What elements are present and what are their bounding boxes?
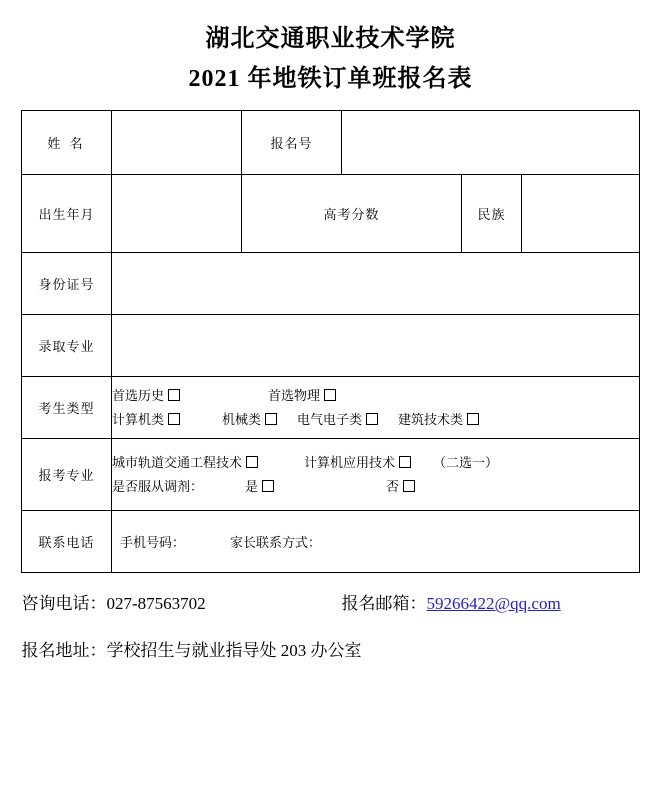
field-id-number-value[interactable] [111,253,639,315]
field-nation-value[interactable] [521,175,639,253]
label-exam-score: 高考分数 [241,175,461,253]
field-name-value[interactable] [111,111,241,175]
table-row-name [21,111,639,175]
page-title-line-2: 2021 年地铁订单班报名表 [188,66,473,92]
checkbox-adjustment-yes[interactable] [262,480,274,492]
table-row-id-number [21,253,639,315]
checkbox-mechanical-group[interactable] [265,413,277,425]
checkbox-physics-first[interactable] [324,389,336,401]
checkbox-construction-group[interactable] [467,413,479,425]
label-mobile-number: 手机号码： [119,535,185,550]
label-id-number: 身份证号 [21,253,111,315]
field-contact-values [111,511,639,573]
apply-address: 报名地址：学校招生与就业指导处 203 办公室 [21,641,362,660]
option-label-physics-first: 首选物理 [268,387,321,403]
label-contact-phone: 联系电话 [21,511,111,573]
field-apply-no-value[interactable] [341,111,639,175]
option-label-mechanical-group: 机械类 [222,411,262,427]
consult-phone: 咨询电话：027-87563702 [21,594,206,613]
label-apply-no: 报名号 [241,111,341,175]
field-candidate-type-options [111,377,639,439]
option-label-adjustment-yes: 是 [245,478,259,494]
table-row-candidate-type [21,377,639,439]
candidate-type-line-1 [112,385,639,407]
footer-block [22,573,640,661]
note-choose-one: （二选一） [433,454,499,470]
option-label-computer-application: 计算机应用技术 [304,454,396,470]
footer-contact-row [22,589,640,614]
label-nation: 民族 [461,175,521,253]
apply-email-group [342,589,561,614]
label-candidate-type: 考生类型 [21,377,111,439]
label-parent-contact: 家长联系方式： [229,535,321,550]
apply-major-line-1 [112,452,639,474]
option-label-electrical-group: 电气电子类 [297,411,363,427]
candidate-type-line-2 [112,409,639,431]
checkbox-adjustment-no[interactable] [403,480,415,492]
page-title-line-1: 湖北交通职业技术学院 [205,26,456,52]
checkbox-electrical-group[interactable] [366,413,378,425]
apply-major-line-2 [112,476,639,498]
field-apply-major-options [111,439,639,511]
checkbox-history-first[interactable] [168,389,180,401]
field-admitted-major-value[interactable] [111,315,639,377]
table-row-admitted-major [21,315,639,377]
label-birth-date: 出生年月 [21,175,111,253]
contact-inner-row [112,532,639,551]
checkbox-computer-application[interactable] [399,456,411,468]
label-apply-major: 报考专业 [21,439,111,511]
option-label-history-first: 首选历史 [111,387,164,403]
option-label-rail-transit: 城市轨道交通工程技术 [111,454,242,470]
registration-form-table [21,110,640,573]
label-admitted-major: 录取专业 [21,315,111,377]
label-name: 姓 名 [21,111,111,175]
apply-email-link[interactable]: 59266422@qq.com [426,594,561,613]
option-label-adjustment-no: 否 [386,478,400,494]
apply-email-label: 报名邮箱： [341,594,427,613]
document-title-block [0,0,661,96]
table-row-birth [21,175,639,253]
checkbox-computer-group[interactable] [168,413,180,425]
table-row-contact [21,511,639,573]
option-label-computer-group: 计算机类 [111,411,164,427]
table-row-apply-major [21,439,639,511]
field-birth-date-value[interactable] [111,175,241,253]
checkbox-rail-transit[interactable] [246,456,258,468]
label-accept-adjustment: 是否服从调剂： [111,478,203,494]
option-label-construction-group: 建筑技术类 [398,411,464,427]
